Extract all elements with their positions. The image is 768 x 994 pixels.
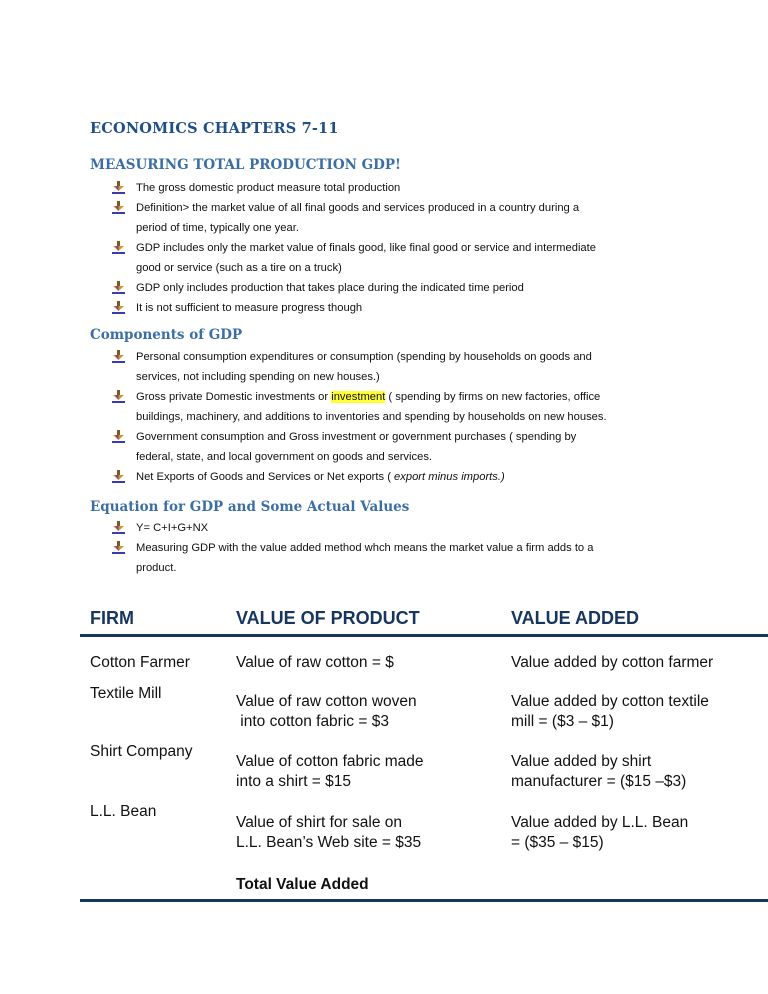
- arrow-down-bullet-icon: [112, 541, 125, 554]
- header-value-of-product: VALUE OF PRODUCT: [236, 608, 420, 628]
- arrow-down-bullet-icon: [112, 521, 125, 534]
- added-cell: Value added by cotton textile: [511, 693, 709, 710]
- product-cell: into a shirt = $15: [236, 773, 352, 790]
- added-cell: Value added by L.L. Bean: [511, 814, 689, 831]
- list-item: The gross domestic product measure total production: [112, 178, 672, 198]
- product-cell: Value of shirt for sale on: [236, 814, 402, 831]
- equation-list: [112, 518, 672, 578]
- arrow-down-bullet-icon: [112, 281, 125, 294]
- added-cell: = ($35 – $15): [511, 834, 604, 851]
- arrow-down-bullet-icon: [112, 350, 125, 363]
- product-cell: Value of raw cotton woven: [236, 693, 417, 710]
- firm-cell: L.L. Bean: [90, 803, 157, 820]
- product-cell: into cotton fabric = $3: [236, 713, 389, 730]
- components-list: [112, 347, 672, 487]
- measuring-gdp-list: [112, 178, 672, 318]
- product-cell: Value of raw cotton = $: [236, 654, 394, 671]
- added-cell: Value added by shirt: [511, 753, 652, 770]
- arrow-down-bullet-icon: [112, 301, 125, 314]
- product-cell: Value of cotton fabric made: [236, 753, 424, 770]
- arrow-down-bullet-icon: [112, 470, 125, 483]
- list-item: Y= C+I+G+NX: [112, 518, 672, 538]
- added-cell: mill = ($3 – $1): [511, 713, 614, 730]
- added-cell: Value added by cotton farmer: [511, 654, 714, 671]
- section-heading-equation: Equation for GDP and Some Actual Values: [90, 499, 410, 515]
- header-firm: FIRM: [90, 608, 134, 628]
- list-item: GDP includes only the market value of finals good, like final good or service and intermediate good or service (such as a tire on a truck): [112, 238, 672, 278]
- list-item: Gross private Domestic investments or investment ( spending by firms on new factories, office buildings, machinery, and additions to inventories and spending by households on new houses.: [112, 387, 672, 427]
- highlighted-word: investment: [331, 391, 386, 403]
- firm-cell: Textile Mill: [90, 685, 162, 702]
- arrow-down-bullet-icon: [112, 201, 125, 214]
- footer-rule: [80, 899, 768, 902]
- section-heading-measuring-gdp: MEASURING TOTAL PRODUCTION GDP!: [90, 157, 401, 173]
- header-rule: [80, 634, 768, 637]
- arrow-down-bullet-icon: [112, 241, 125, 254]
- firm-cell: Shirt Company: [90, 743, 193, 760]
- list-item: Government consumption and Gross investment or government purchases ( spending by federal, state, and local government on goods and services.: [112, 427, 672, 467]
- document-title: ECONOMICS CHAPTERS 7-11: [90, 120, 339, 137]
- total-value-added-label: Total Value Added: [236, 876, 369, 893]
- list-item: GDP only includes production that takes place during the indicated time period: [112, 278, 672, 298]
- list-item: Measuring GDP with the value added method whch means the market value a firm adds to a product.: [112, 538, 672, 578]
- header-value-added: VALUE ADDED: [511, 608, 640, 628]
- list-item: Definition> the market value of all final goods and services produced in a country during a period of time, typically one year.: [112, 198, 672, 238]
- added-cell: manufacturer = ($15 –$3): [511, 773, 687, 790]
- product-cell: L.L. Bean’s Web site = $35: [236, 834, 422, 851]
- list-item: It is not sufficient to measure progress though: [112, 298, 672, 318]
- section-heading-components: Components of GDP: [90, 327, 243, 343]
- list-item: Net Exports of Goods and Services or Net exports ( export minus imports.): [112, 467, 672, 487]
- list-item: Personal consumption expenditures or consumption (spending by households on goods and services, not including spending on new houses.): [112, 347, 672, 387]
- arrow-down-bullet-icon: [112, 390, 125, 403]
- arrow-down-bullet-icon: [112, 181, 125, 194]
- arrow-down-bullet-icon: [112, 430, 125, 443]
- firm-cell: Cotton Farmer: [90, 654, 190, 671]
